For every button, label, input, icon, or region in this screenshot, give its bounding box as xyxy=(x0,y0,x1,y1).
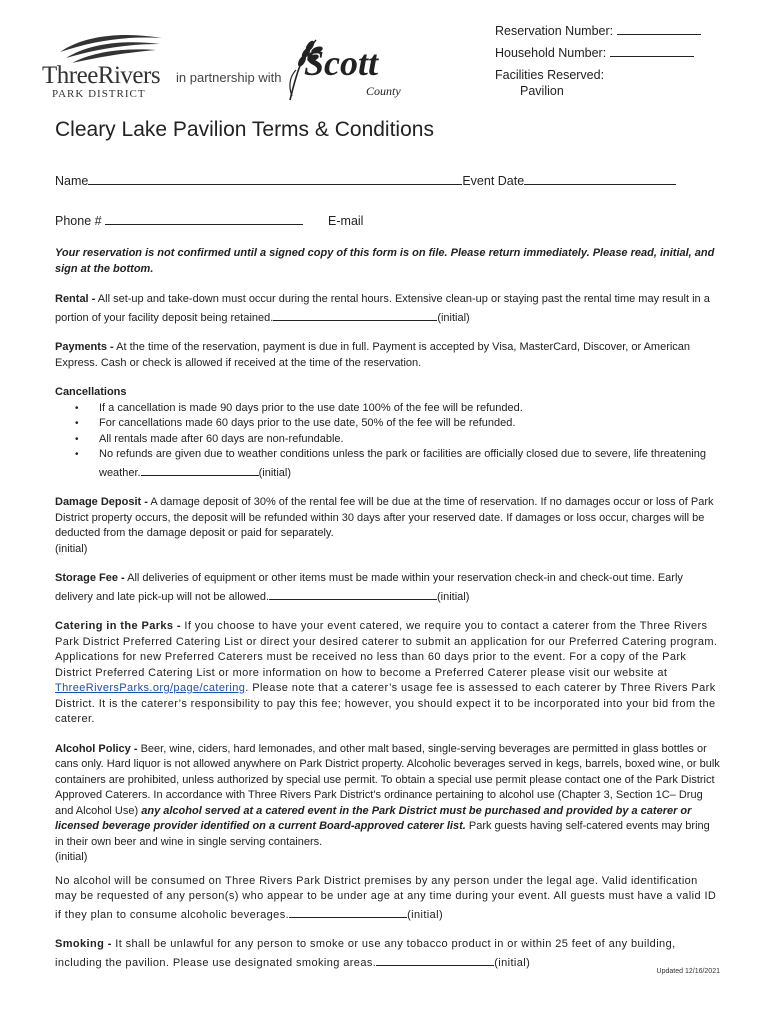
weather-text: No refunds are given due to weather conditions unless the park or facilities are officially closed due to severe, life threatening weather. xyxy=(99,448,706,479)
damage-section xyxy=(55,495,720,557)
reservation-info xyxy=(495,20,701,102)
catering-text: If you choose to have your event catered, we require you to contact a caterer from the Three Rivers Park District Preferred Catering List or direct your desired caterer to submit an application for our Preferred Catering program. Applications for new Preferred Caterers must be received no less than 60 days prior to the event. For a copy of the Park District Preferred Catering List or more information on how to become a Preferred Caterer please visit our website at xyxy=(55,620,718,679)
reservation-number-label: Reservation Number: xyxy=(495,24,614,38)
storage-initial-label: (initial) xyxy=(437,590,470,603)
alcohol-section xyxy=(55,742,720,866)
updated-date: Updated 12/16/2021 xyxy=(656,968,720,975)
logo-subtitle: PARK DISTRICT xyxy=(52,88,146,100)
payments-section xyxy=(55,340,720,371)
storage-initial-field[interactable] xyxy=(269,587,437,600)
phone-field[interactable] xyxy=(105,212,303,225)
name-date-row xyxy=(55,172,676,188)
logo2-subtitle: County xyxy=(366,84,401,98)
reservation-number-row xyxy=(495,20,701,42)
catering-link[interactable]: ThreeRiversParks.org/page/catering xyxy=(55,682,246,694)
page-title: Cleary Lake Pavilion Terms & Conditions xyxy=(55,118,434,141)
scott-county-logo xyxy=(286,36,410,102)
name-field[interactable] xyxy=(88,172,462,185)
age-section xyxy=(55,874,720,924)
phone-label: Phone # xyxy=(55,214,102,228)
rental-initial-field[interactable] xyxy=(273,308,437,321)
partnership-text: in partnership with xyxy=(176,70,282,85)
age-text: No alcohol will be consumed on Three Rivers Park District premises by any person under the legal age. Valid identification may be requested of any person(s) who appear to be under age at any time during your event. All guests must have a valid ID if they plan to consume alcoholic beverages. xyxy=(55,874,717,921)
catering-heading: Catering in the Parks - xyxy=(55,620,181,632)
cancellations-initial-label: (initial) xyxy=(258,466,291,479)
list-item: • If a cancellation is made 90 days prior to the use date 100% of the fee will be refunded. xyxy=(99,401,720,417)
household-number-label: Household Number: xyxy=(495,46,607,60)
age-initial-label: (initial) xyxy=(407,908,444,921)
rental-text: All set-up and take-down must occur during the rental hours. Extensive clean-up or staying past the rental time may result in a portion of your facility deposit being retained. xyxy=(55,293,710,324)
smoking-text: It shall be unlawful for any person to smoke or use any tobacco product in or within 25 feet of any building, including the pavilion. Please use designated smoking areas. xyxy=(55,938,676,969)
terms-body xyxy=(55,246,720,985)
household-number-field[interactable] xyxy=(610,44,694,57)
list-item: • For cancellations made 60 days prior to the use date, 50% of the fee will be refunded. xyxy=(99,416,720,432)
three-rivers-logo xyxy=(42,30,172,100)
payments-text: At the time of the reservation, payment is due in full. Payment is accepted by Visa, MasterCard, Discover, or American Express. Cash or check is allowed if received at the time of the reservation. xyxy=(55,341,691,369)
list-item: • All rentals made after 60 days are non-refundable. xyxy=(99,432,720,448)
cancellations-list xyxy=(55,401,720,482)
cancellations-heading: Cancellations xyxy=(55,386,127,398)
cancellations-initial-field[interactable] xyxy=(141,463,259,476)
logo2-name: Scott xyxy=(304,43,379,83)
alcohol-initial-label: (initial) xyxy=(55,851,88,863)
payments-heading: Payments - xyxy=(55,341,114,353)
damage-heading: Damage Deposit - xyxy=(55,496,148,508)
cancellations-section xyxy=(55,385,720,481)
facilities-reserved-label: Facilities Reserved: xyxy=(495,68,605,82)
list-item xyxy=(99,447,720,481)
age-initial-field[interactable] xyxy=(289,905,407,918)
alcohol-text-cont: Park guests having self-catered events may bring in their own beer and wine in single serving containers. xyxy=(55,820,710,848)
damage-initial-label: (initial) xyxy=(55,542,88,555)
email-label: E-mail xyxy=(328,214,364,228)
phone-email-row xyxy=(55,212,363,228)
alcohol-text: Beer, wine, ciders, hard lemonades, and other malt based, single-serving beverages are permitted in glass bottles or cans only. Hard liquor is not allowed anywhere on Park District property. Alcoholic beverages served in kegs, barrels, boxed wine, or bulk containers are prohibited, unless authorized by special use permit. To obtain a special use permit please contact one of the Park District Approved Caterers. In accordance with Three Rivers Park District’s ordinance pertaining to alcohol use (Chapter 3, Section 1C– Drug and Alcohol Use) xyxy=(55,742,720,817)
smoking-initial-label: (initial) xyxy=(494,956,531,969)
event-date-label: Event Date xyxy=(462,174,525,188)
smoking-section xyxy=(55,937,720,971)
smoking-initial-field[interactable] xyxy=(376,953,494,966)
storage-heading: Storage Fee - xyxy=(55,572,125,584)
rental-initial-label: (initial) xyxy=(437,311,470,324)
household-number-row xyxy=(495,42,701,64)
name-label: Name xyxy=(55,174,89,188)
event-date-field[interactable] xyxy=(524,172,676,185)
alcohol-heading: Alcohol Policy - xyxy=(55,742,138,755)
storage-text: All deliveries of equipment or other items must be made within your reservation check-in and check-out time. Early delivery and late pick-up will not be allowed. xyxy=(55,572,683,603)
storage-section xyxy=(55,571,720,605)
catering-section xyxy=(55,619,720,728)
alcohol-emphasis: any alcohol served at a catered event in the Park District must be purchased and provided by a caterer or licensed beverage provider identified on a current Board-approved caterer list. xyxy=(55,804,692,832)
reservation-number-field[interactable] xyxy=(617,22,701,35)
logo-name: ThreeRivers xyxy=(42,62,161,89)
river-swoosh-icon xyxy=(56,30,166,64)
rental-section xyxy=(55,292,720,326)
damage-text: A damage deposit of 30% of the rental fee will be due at the time of reservation. If no damages occur or loss of Park District property occurs, the deposit will be refunded within 30 days after your reserved date. If damages or loss occur, charges will be deducted from the damage deposit or paid for separately. xyxy=(55,496,714,539)
smoking-heading: Smoking - xyxy=(55,938,112,950)
catering-text-cont: . Please note that a caterer’s usage fee is assessed to each caterer by Three Rivers Park District. It is the caterer’s responsibility to pay this fee; however, you should expect it to be incorporated into your bid from the caterer. xyxy=(55,682,716,725)
facility-value: Pavilion xyxy=(520,84,564,98)
confirmation-notice: Your reservation is not confirmed until a signed copy of this form is on file. Please return immediately. Please read, initial, and sign at the bottom. xyxy=(55,247,715,275)
rental-heading: Rental - xyxy=(55,293,96,305)
